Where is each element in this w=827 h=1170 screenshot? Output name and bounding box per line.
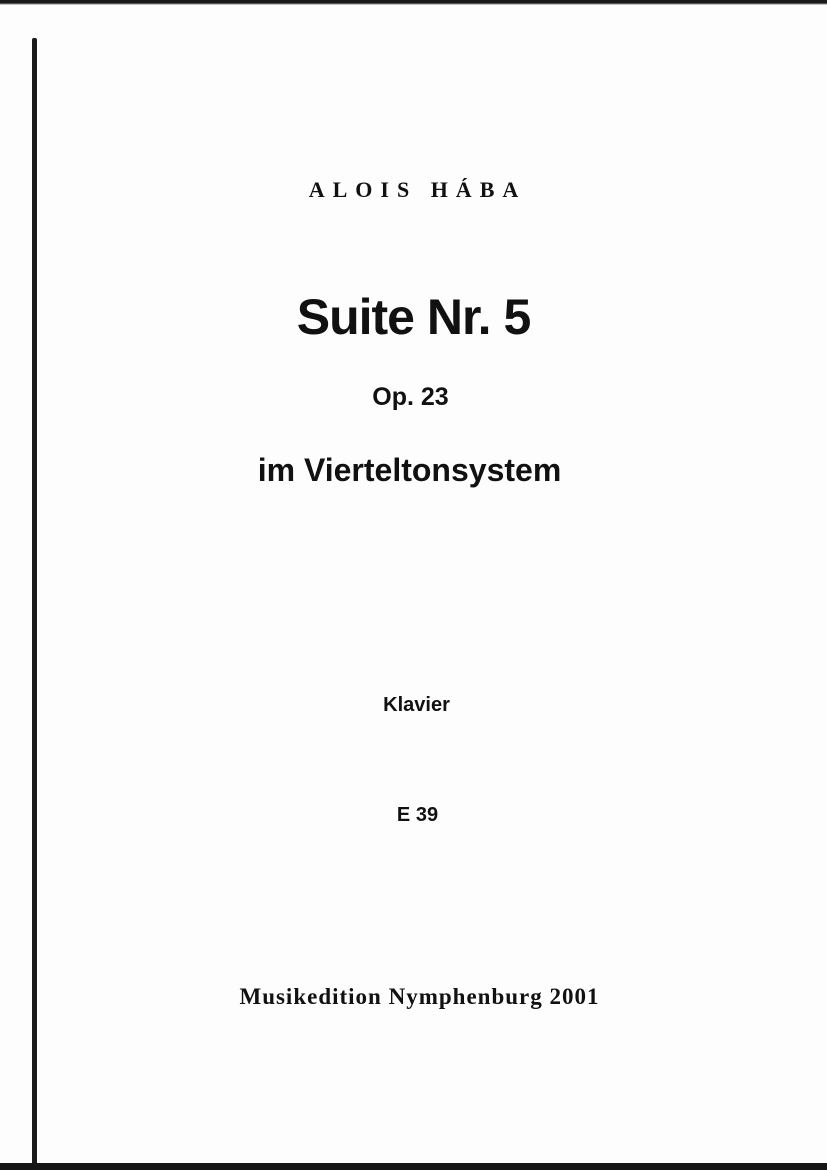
scan-edge-top — [0, 0, 827, 5]
catalog-number: E 39 — [396, 804, 439, 826]
scan-edge-bottom — [0, 1163, 827, 1170]
publisher-line: Musikedition Nymphenburg 2001 — [239, 984, 600, 1009]
composer-name: ALOIS HÁBA — [308, 177, 527, 202]
tuning-system: im Vierteltonsystem — [257, 452, 562, 488]
work-title: Suite Nr. 5 — [296, 289, 531, 345]
opus-number: Op. 23 — [372, 383, 449, 411]
instrument: Klavier — [383, 694, 450, 716]
